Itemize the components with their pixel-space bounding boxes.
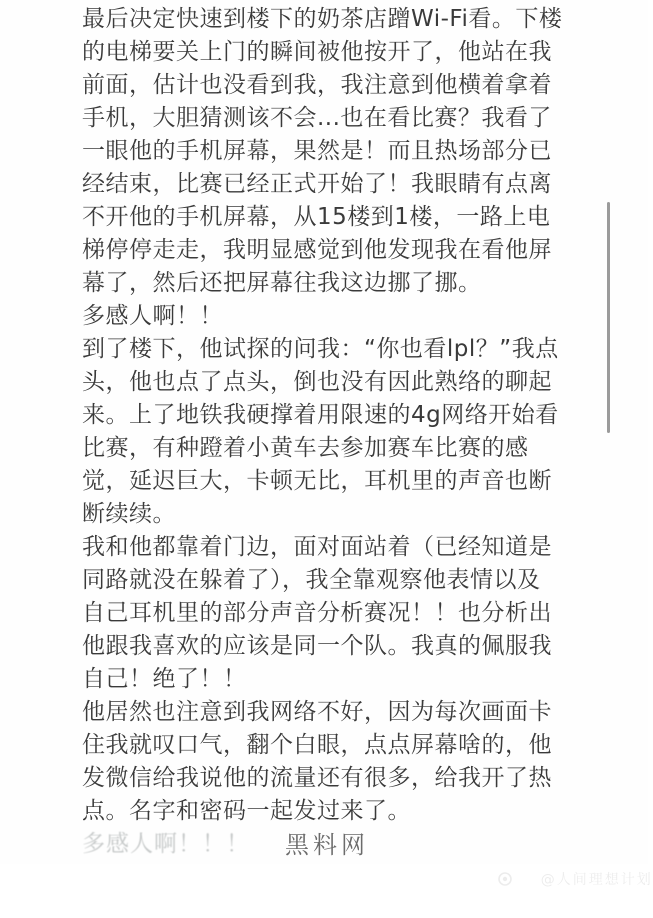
post-line: 最后决定快速到楼下的奶茶店蹭Wi-Fi看。下楼 <box>82 6 563 32</box>
post-line: 的电梯要关上门的瞬间被他按开了，他站在我 <box>82 39 552 65</box>
post-line: 比赛，有种蹬着小黄车去参加赛车比赛的感 <box>82 435 529 461</box>
weibo-logo-icon <box>498 840 537 918</box>
post-line: 住我就叹口气，翻个白眼，点点屏幕啥的，他 <box>82 732 552 758</box>
post-line: 梯停停走走，我明显感觉到他发现我在看他屏 <box>82 237 552 263</box>
post-line: 自己耳机里的部分声音分析赛况！！也分析出 <box>82 600 552 626</box>
post-line: 我和他都靠着门边，面对面站着（已经知道是 <box>82 534 552 560</box>
scrollbar-thumb[interactable] <box>607 202 610 433</box>
post-line: 自己！绝了！！ <box>82 666 247 692</box>
post-line: 多感人啊！！ <box>82 303 223 329</box>
post-line: 来。上了地铁我硬撑着用限速的4g网络开始看 <box>82 402 559 428</box>
site-watermark: 黑料网 <box>285 831 369 859</box>
post-line: 断续续。 <box>82 501 176 527</box>
post-line: 前面，估计也没看到我，我注意到他横着拿着 <box>82 72 552 98</box>
post-line: 觉，延迟巨大，卡顿无比，耳机里的声音也断 <box>82 468 552 494</box>
post-line: 发微信给我说他的流量还有很多，给我开了热 <box>82 765 552 791</box>
corner-watermark <box>498 840 653 918</box>
corner-watermark-text: @人间理想计划 <box>540 872 653 888</box>
post-line: 不开他的手机屏幕，从15楼到1楼，一路上电 <box>82 204 551 230</box>
post-line: 到了楼下，他试探的问我：“你也看lpl？”我点 <box>82 336 559 362</box>
post-text <box>82 3 622 828</box>
post-line: 头，他也点了点头，倒也没有因此熟络的聊起 <box>82 369 552 395</box>
post-line: 他居然也注意到我网络不好，因为每次画面卡 <box>82 699 552 725</box>
post-line: 点。名字和密码一起发过来了。 <box>82 798 411 824</box>
post-line: 经结束，比赛已经正式开始了！我眼睛有点离 <box>82 171 552 197</box>
post-line: 手机，大胆猜测该不会...也在看比赛？我看了 <box>82 105 552 131</box>
post-line: 一眼他的手机屏幕，果然是！而且热场部分已 <box>82 138 552 164</box>
post-line: 幕了，然后还把屏幕往我这边挪了挪。 <box>82 270 482 296</box>
post-line-faded: 多感人啊！！！ <box>82 831 250 857</box>
post-line: 他跟我喜欢的应该是同一个队。我真的佩服我 <box>82 633 552 659</box>
post-line: 同路就没在躲着了），我全靠观察他表情以及 <box>82 567 541 593</box>
